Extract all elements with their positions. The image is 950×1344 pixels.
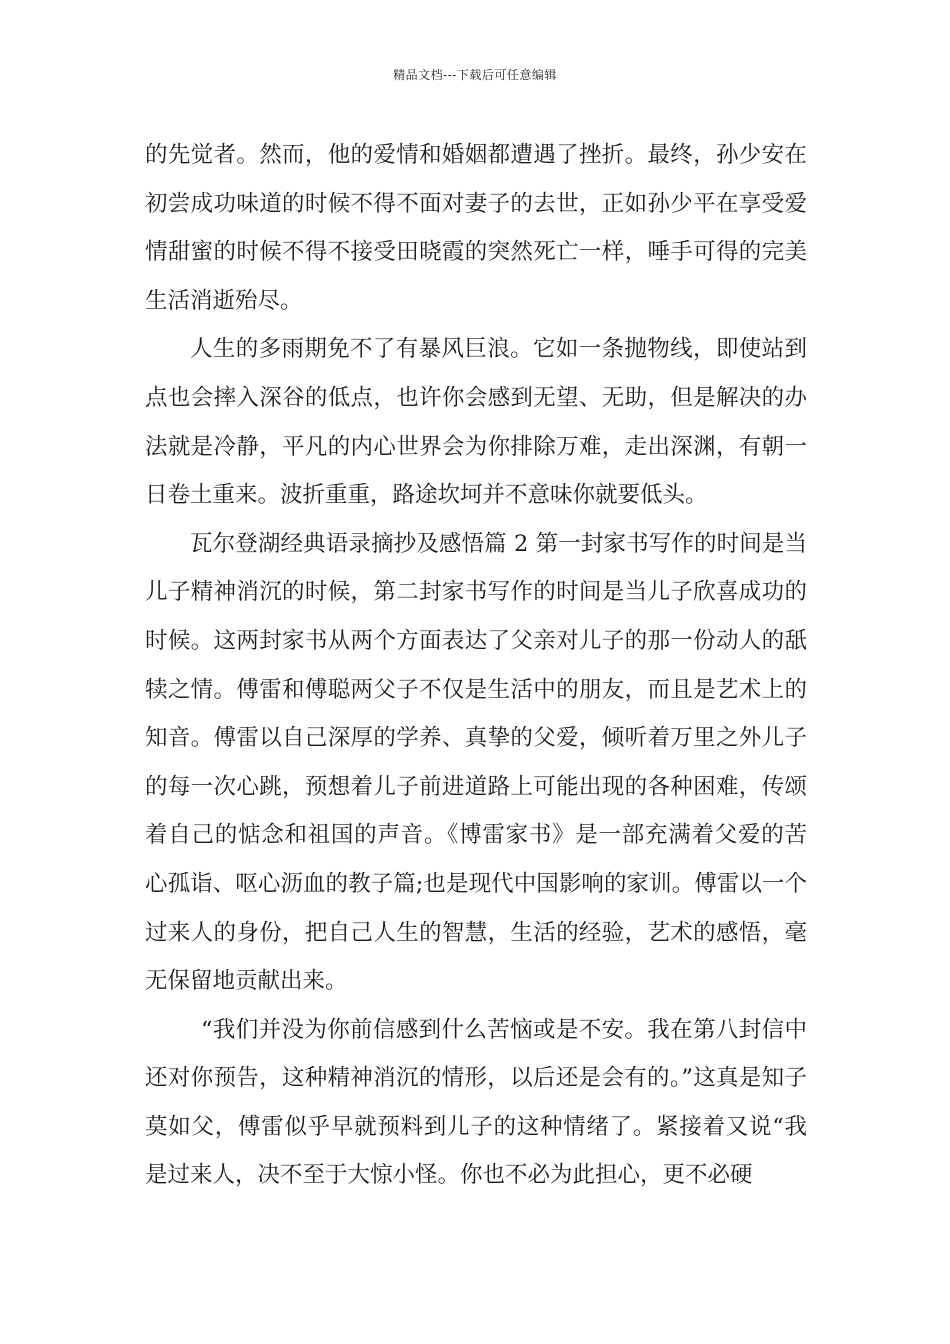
document-body <box>145 131 807 1200</box>
page-header: 精品文档---下载后可任意编辑 <box>393 68 557 82</box>
paragraph-3: 瓦尔登湖经典语录摘抄及感悟篇 2 第一封家书写作的时间是当儿子精神消沉的时候，第二封家书写作的时间是当儿子欣喜成功的时候。这两封家书从两个方面表达了父亲对儿子的那一份动人的舐犊之情。傅雷和傅聪两父子不仅是生活中的朋友，而且是艺术上的知音。傅雷以自己深厚的学养、真挚的父爱，倾听着万里之外儿子的每一次心跳，预想着儿子前进道路上可能出现的各种困难，传颂着自己的惦念和祖国的声音。《博雷家书》是一部充满着父爱的苦心孤诣、呕心沥血的教子篇;也是现代中国影响的家训。傅雷以一个过来人的身份，把自己人生的智慧，生活的经验，艺术的感悟，毫无保留地贡献出来。 <box>145 530 807 995</box>
paragraph-2: 人生的多雨期免不了有暴风巨浪。它如一条抛物线，即使站到点也会摔入深谷的低点，也许你会感到无望、无助，但是解决的办法就是冷静，平凡的内心世界会为你排除万难，走出深渊，有朝一日卷土重来。波折重重，路途坎坷并不意味你就要低头。 <box>145 336 807 509</box>
paragraph-1: 的先觉者。然而，他的爱情和婚姻都遭遇了挫折。最终，孙少安在初尝成功味道的时候不得不面对妻子的去世，正如孙少平在享受爱情甜蜜的时候不得不接受田晓霞的突然死亡一样，唾手可得的完美生活消逝殆尽。 <box>145 142 807 314</box>
paragraph-4: “我们并没为你前信感到什么苦恼或是不安。我在第八封信中还对你预告，这种精神消沉的情形，以后还是会有的。”这真是知子莫如父，傅雷似乎早就预料到儿子的这种情绪了。紧接着又说“我是过来人，决不至于大惊小怪。你也不必为此担心，更不必硬 <box>145 1016 807 1189</box>
